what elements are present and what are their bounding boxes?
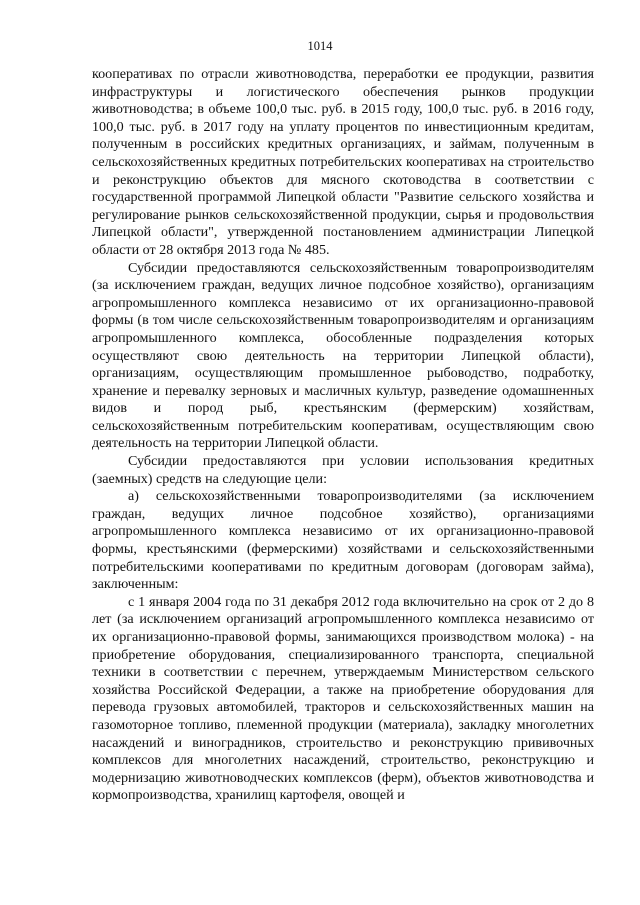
paragraph-subsidy-recipients: Субсидии предоставляются сельскохозяйственным товаропроизводителям (за исключением граждан, ведущих личное подсобное хозяйство), организациям агропромышленного комплекса независимо от их организационно-правовой формы (в том числе сельскохозяйственным товаропроизводителям и организациям агропромышленного комплекса, обособленные подразделения которых осуществляют свою деятельность на территории Липецкой области), организациям, осуществляющим промышленное рыбоводство, подработку, хранение и перевалку зерновых и масличных культур, разведение одомашненных видов и пород рыб, крестьянским (фермерским) хозяйствам, сельскохозяйственным потребительским кооперативам, осуществляющим свою деятельность на территории Липецкой области. (92, 259, 594, 452)
paragraph-subsidy-conditions: Субсидии предоставляются при условии использования кредитных (заемных) средств на следующие цели: (92, 453, 594, 487)
document-body (92, 66, 594, 805)
page-number: 1014 (307, 39, 333, 53)
paragraph-continuation: кооперативах по отрасли животноводства, переработки ее продукции, развития инфраструктуры и логистического обеспечения рынков продукции животноводства; в объеме 100,0 тыс. руб. в 2015 году, 100,0 тыс. руб. в 2016 году, 100,0 тыс. руб. в 2017 году на уплату процентов по инвестиционным кредитам, полученным в российских кредитных организациях, и займам, полученным в сельскохозяйственных кредитных потребительских кооперативах на строительство и реконструкцию объектов для мясного скотоводства в соответствии с государственной программой Липецкой области "Развитие сельского хозяйства и регулирование рынков сельскохозяйственной продукции, сырья и продовольствия Липецкой области", утвержденной постановлением администрации Липецкой области от 28 октября 2013 года № 485. (92, 66, 594, 258)
paragraph-item-a: а) сельскохозяйственными товаропроизводителями (за исключением граждан, ведущих личное подсобное хозяйство), организациями агропромышленного комплекса независимо от их организационно-правовой формы, крестьянскими (фермерскими) хозяйствами и сельскохозяйственными потребительскими кооперативами по кредитным договорам (договорам займа), заключенным: (92, 488, 594, 593)
paragraph-2004-2012-loans: с 1 января 2004 года по 31 декабря 2012 года включительно на срок от 2 до 8 лет (за исключением организаций агропромышленного комплекса независимо от их организационно-правовой формы, занимающихся производством молока) - на приобретение оборудования, специализированного транспорта, специальной техники в соответствии с перечнем, утверждаемым Министерством сельского хозяйства Российской Федерации, а также на приобретение оборудования для перевода грузовых автомобилей, тракторов и сельскохозяйственных машин на газомоторное топливо, племенной продукции (материала), закладку многолетних насаждений и виноградников, строительство и реконструкцию прививочных комплексов для многолетних насаждений, строительство, реконструкцию и модернизацию животноводческих комплексов (ферм), объектов животноводства и кормопроизводства, хранилищ картофеля, овощей и (92, 593, 594, 804)
